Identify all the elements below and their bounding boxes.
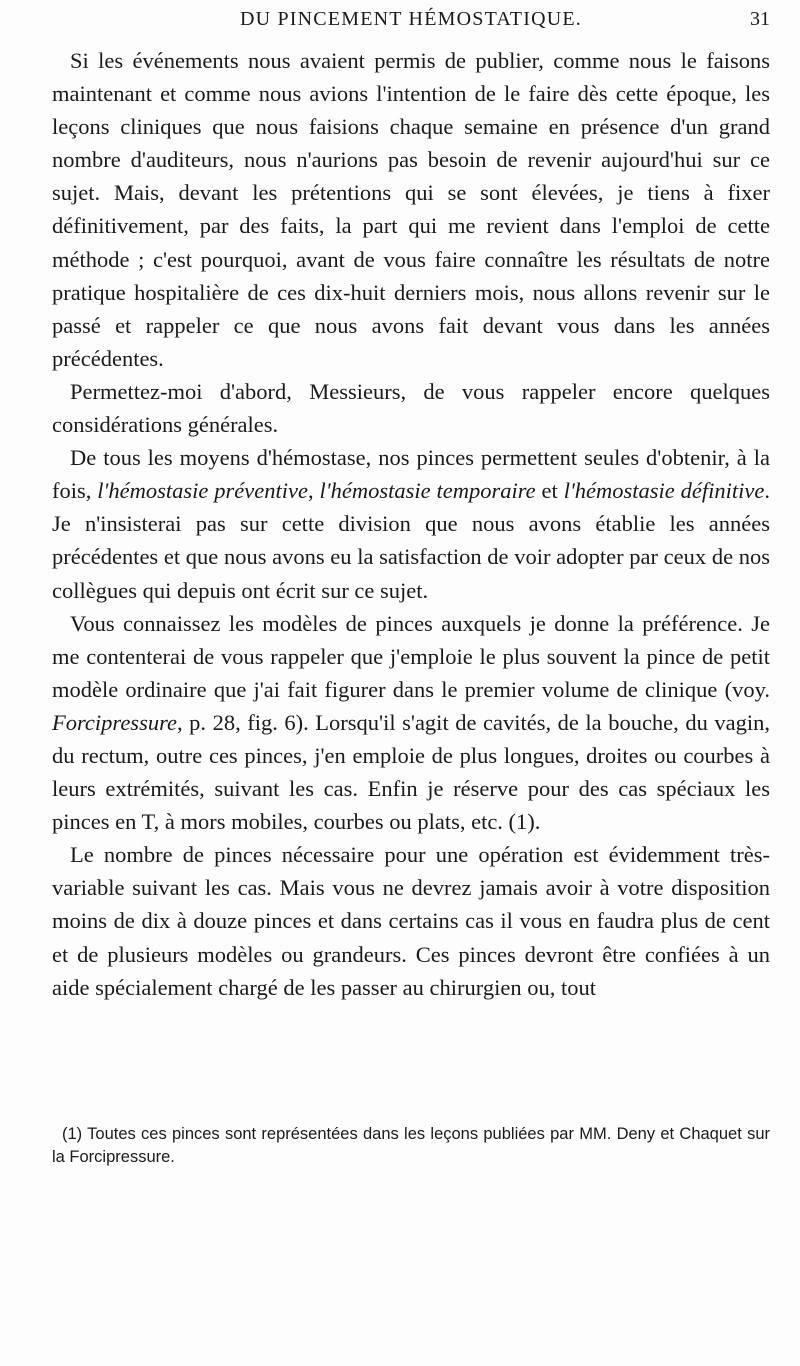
footnote: (1) Toutes ces pinces sont représentées dans les leçons publiées par MM. Deny et Chaquet sur la Forcipressure.	[52, 1125, 770, 1166]
text-run: De tous les moyens d'hémostase, nos pinces permettent seules d'obtenir, à la fois,	[52, 445, 770, 504]
paragraph	[52, 607, 770, 839]
text-run: . Je n'insisterai pas sur cette division que nous avons établie les années précédentes et que nous avons eu la satisfaction de voir adopter par ceux de nos collègues qui depuis ont écrit sur ce sujet.	[52, 478, 771, 603]
text-run: , p. 28, fig. 6). Lorsqu'il s'agit de cavités, de la bouche, du vagin, du rectum, outre ces pinces, j'en emploie de plus longues, droites ou courbes à leurs extrémités, suivant les cas. Enfin je réserve pour des cas spéciaux les pinces en T, à mors mobiles, courbes ou plats, etc. (1).	[52, 709, 770, 835]
running-title: DU PINCEMENT HÉMOSTATIQUE.	[239, 8, 582, 30]
italic-text-run: l'hémostasie préventive	[97, 478, 308, 504]
paragraph	[52, 44, 770, 375]
page-number: 31	[750, 8, 770, 30]
paragraph	[52, 375, 770, 441]
text-run: Le nombre de pinces nécessaire pour une opération est évidemment très-variable suivant les cas. Mais vous ne devrez jamais avoir à votre disposition moins de dix à douze pinces et dans certains cas il vous en faudra plus de cent et de plusieurs modèles ou grandeurs. Ces pinces devront être confiées à un aide spécialement chargé de les passer au chirurgien ou, tout	[52, 842, 770, 1000]
paragraph	[52, 441, 770, 606]
text-run: et	[535, 478, 564, 504]
paragraph	[52, 838, 770, 1003]
text-run: Si les événements nous avaient permis de publier, comme nous le faisons maintenant et comme nous avions l'intention de le faire dès cette époque, les leçons cliniques que nous faisions chaque semaine en présence d'un grand nombre d'auditeurs, nous n'aurions pas besoin de revenir aujourd'hui sur ce sujet. Mais, devant les prétentions qui se sont élevées, je tiens à fixer définitivement, par des faits, la part qui me revient dans l'emploi de cette méthode ; c'est pourquoi, avant de vous faire connaître les résultats de notre pratique hospitalière de ces dix-huit derniers mois, nous allons revenir sur le passé et rappeler ce que nous avons fait devant vous dans les années précédentes.	[52, 48, 770, 371]
text-run: Permettez-moi d'abord, Messieurs, de vous rappeler encore quelques considérations générales.	[52, 378, 770, 438]
italic-text-run: l'hémostasie temporaire	[319, 478, 536, 504]
text-run: Vous connaissez les modèles de pinces auxquels je donne la préférence. Je me contenterai de vous rappeler que j'emploie le plus souvent la pince de petit modèle ordinaire que j'ai fait figurer dans le premier volume de clinique (voy.	[52, 610, 770, 702]
body-text	[52, 44, 770, 1004]
text-run: ,	[307, 478, 320, 504]
italic-text-run: Forcipressure	[52, 709, 177, 735]
italic-text-run: l'hémostasie définitive	[563, 478, 765, 504]
running-header	[52, 6, 770, 32]
